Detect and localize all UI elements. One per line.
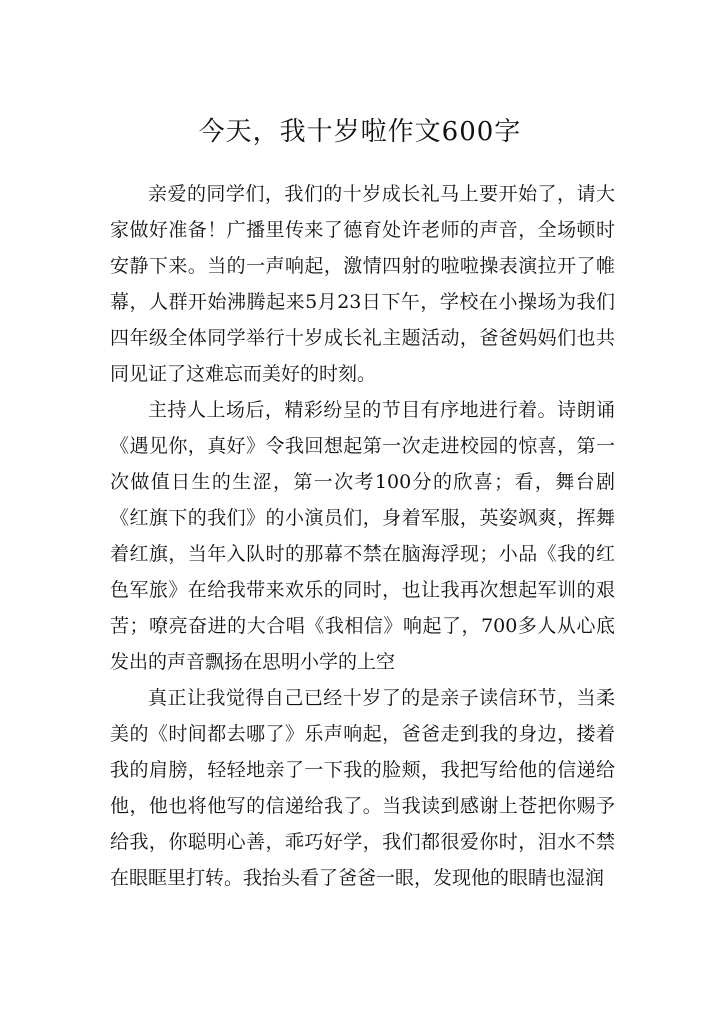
document-title: 今天，我十岁啦作文600字 bbox=[198, 117, 522, 147]
paragraph-2: 主持人上场后，精彩纷呈的节目有序地进行着。诗朗诵《遇见你，真好》令我回想起第一次走进校园的惊喜，第一次做值日生的生涩，第一次考100分的欣喜；看，舞台剧《红旗下的我们》的小演员们，身着军服，英姿飒爽，挥舞着红旗，当年入队时的那幕不禁在脑海浮现；小品《我的红色军旅》在给我带来欢乐的同时，也让我再次想起军训的艰苦；嘹亮奋进的大合唱《我相信》响起了，700多人从心底发出的声音飘扬在思明小学的上空 bbox=[110, 399, 615, 673]
paragraph-1: 亲爱的同学们，我们的十岁成长礼马上要开始了，请大家做好准备！广播里传来了德育处许老师的声音，全场顿时安静下来。当的一声响起，激情四射的啦啦操表演拉开了帷幕，人群开始沸腾起来5月23日下午，学校在小操场为我们四年级全体同学举行十岁成长礼主题活动，爸爸妈妈们也共同见证了这难忘而美好的时刻。 bbox=[110, 183, 615, 385]
document-body bbox=[110, 176, 615, 896]
paragraph-3: 真正让我觉得自己已经十岁了的是亲子读信环节，当柔美的《时间都去哪了》乐声响起，爸爸走到我的身边，搂着我的肩膀，轻轻地亲了一下我的脸颊，我把写给他的信递给他，他也将他写的信递给我了。当我读到感谢上苍把你赐予给我，你聪明心善，乖巧好学，我们都很爱你时，泪水不禁在眼眶里打转。我抬头看了爸爸一眼，发现他的眼睛也湿润 bbox=[110, 687, 615, 889]
